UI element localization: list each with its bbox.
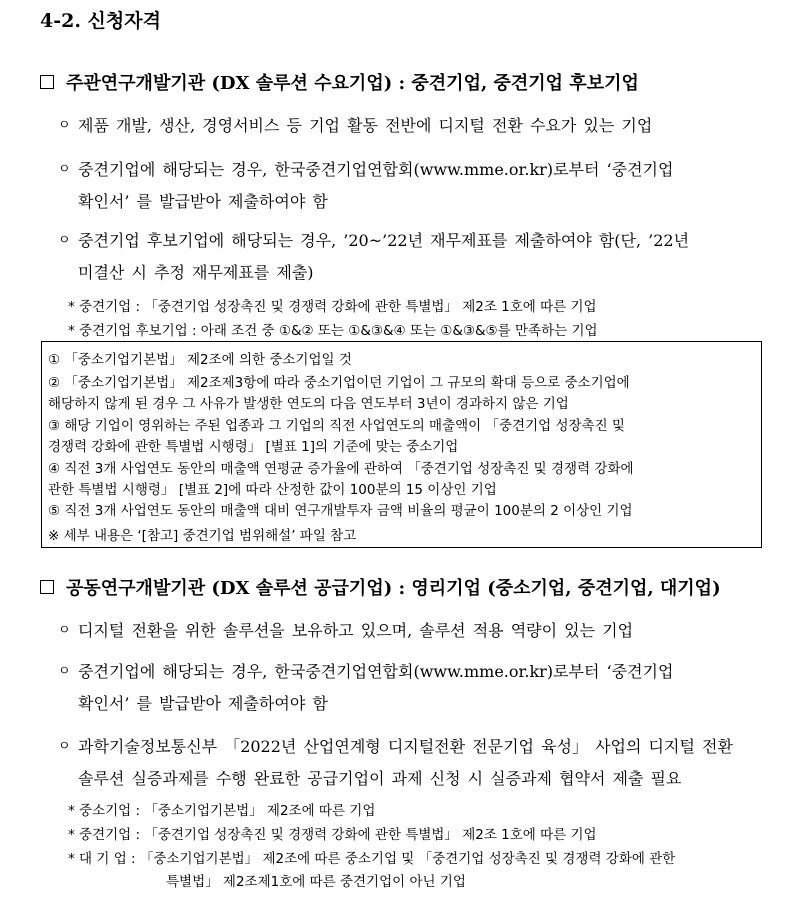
bullet-text: 중견기업에 해당되는 경우, 한국중견기업연합회(www.mme.or.kr)로부터 ‘중견기업	[78, 160, 674, 179]
bullet-text-cont: 솔루션 실증과제를 수행 완료한 공급기업이 과제 신청 시 실증과제 협약서 제출 필요	[78, 769, 682, 788]
criteria-line: ① 「중소기업기본법」 제2조에 의한 중소기업일 것	[48, 352, 352, 368]
section2-note-2: * 중견기업 : 「중견기업 성장촉진 및 경쟁력 강화에 관한 특별법」 제2조 1호에 따른 기업	[68, 827, 597, 843]
criteria-line: 해당하지 않게 된 경우 그 사유가 발생한 연도의 다음 연도부터 3년이 경과하지 않은 기업	[48, 396, 569, 412]
section1-bullet-3	[58, 225, 689, 289]
criteria-line: ② 「중소기업기본법」 제2조제3항에 따라 중소기업이던 기업이 그 규모의 확대 등으로 중소기업에	[48, 375, 630, 391]
section2-note-3-cont: 특별법」 제2조제1호에 따른 중견기업이 아닌 기업	[166, 874, 466, 890]
section-title: 4-2. 신청자격	[40, 10, 161, 32]
section2-heading-row	[40, 574, 721, 600]
section1-note-2: * 중견기업 후보기업 : 아래 조건 중 ①&② 또는 ①&③&④ 또는 ①&③&⑤를 만족하는 기업	[68, 323, 598, 339]
section2-bullet-1	[58, 615, 633, 647]
criteria-line: ⑤ 직전 3개 사업연도 동안의 매출액 대비 연구개발투자 금액 비율의 평균이 100분의 2 이상인 기업	[48, 503, 633, 519]
section2-bullet-2	[58, 656, 673, 720]
bullet-text-cont: 확인서’ 를 발급받아 제출하여야 함	[78, 694, 328, 713]
bullet-text: 디지털 전환을 위한 솔루션을 보유하고 있으며, 솔루션 적용 역량이 있는 기업	[78, 621, 634, 640]
bullet-mark: ㅇ	[58, 162, 71, 177]
section1-heading-row	[40, 69, 639, 95]
criteria-line: 관한 특별법 시행령」 [별표 2]에 따라 산정한 값이 100분의 15 이상인 기업	[48, 482, 497, 498]
bullet-mark: ㅇ	[58, 739, 71, 754]
bullet-text: 제품 개발, 생산, 경영서비스 등 기업 활동 전반에 디지털 전환 수요가 있는 기업	[78, 116, 653, 135]
section2-note-1: * 중소기업 : 「중소기업기본법」 제2조에 따른 기업	[68, 803, 376, 819]
bullet-text-cont: 확인서’ 를 발급받아 제출하여야 함	[78, 192, 328, 211]
section1-heading: 주관연구개발기관 (DX 솔루션 수요기업) : 중견기업, 중견기업 후보기업	[66, 73, 639, 94]
section2-note-3: * 대 기 업 : 「중소기업기본법」 제2조에 따른 중소기업 및 「중견기업 성장촉진 및 경쟁력 강화에 관한	[68, 851, 676, 867]
criteria-footnote: ※ 세부 내용은 ‘[참고] 중견기업 범위해설’ 파일 참고	[48, 528, 357, 544]
checkbox-square-icon	[40, 580, 54, 594]
section1-note-1: * 중견기업 : 「중견기업 성장촉진 및 경쟁력 강화에 관한 특별법」 제2조 1호에 따른 기업	[68, 299, 597, 315]
bullet-text: 중견기업 후보기업에 해당되는 경우, ’20~’22년 재무제표를 제출하여야 함(단, ’22년	[78, 231, 690, 250]
bullet-text: 과학기술정보통신부 「2022년 산업연계형 디지털전환 전문기업 육성」 사업의 디지털 전환	[78, 737, 733, 756]
criteria-line: 경쟁력 강화에 관한 특별법 시행령」 [별표 1]의 기준에 맞는 중소기업	[48, 439, 459, 455]
criteria-line: ③ 해당 기업이 영위하는 주된 업종과 그 기업의 직전 사업연도의 매출액이 「중견기업 성장촉진 및	[48, 418, 625, 434]
bullet-text: 중견기업에 해당되는 경우, 한국중견기업연합회(www.mme.or.kr)로부터 ‘중견기업	[78, 662, 674, 681]
bullet-text-cont: 미결산 시 추정 재무제표를 제출)	[78, 263, 314, 282]
section2-heading: 공동연구개발기관 (DX 솔루션 공급기업) : 영리기업 (중소기업, 중견기업, 대기업)	[66, 578, 721, 599]
section1-bullet-2	[58, 154, 673, 218]
checkbox-square-icon	[40, 75, 54, 89]
bullet-mark: ㅇ	[58, 118, 71, 133]
section1-bullet-1	[58, 110, 652, 142]
section2-bullet-3	[58, 731, 733, 795]
criteria-line: ④ 직전 3개 사업연도 동안의 매출액 연평균 증가율에 관하여 「중견기업 성장촉진 및 경쟁력 강화에	[48, 461, 634, 477]
bullet-mark: ㅇ	[58, 233, 71, 248]
bullet-mark: ㅇ	[58, 623, 71, 638]
bullet-mark: ㅇ	[58, 664, 71, 679]
